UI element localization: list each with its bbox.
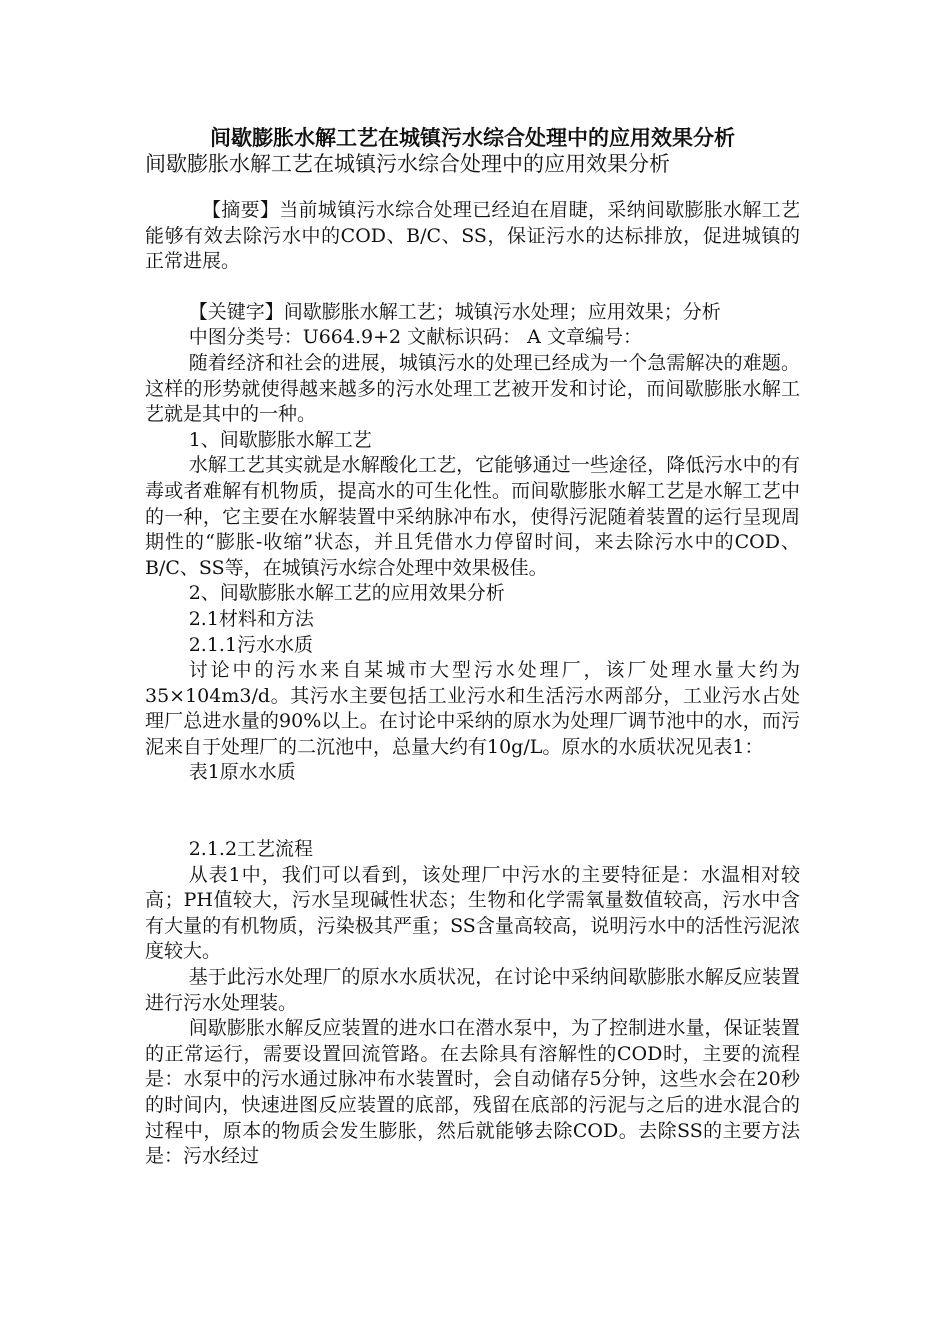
section-2-1-1-paragraph: 讨论中的污水来自某城市大型污水处理厂，该厂处理水量大约为35×104m3/d。其污水主要包括工业污水和生活污水两部分，工业污水占处理厂总进水量的90%以上。在讨论中采纳的原水为处理厂调节池中的水，而污泥来自于处理厂的二沉池中，总量大约有10g/L。原水的水质状况见表1：	[145, 659, 800, 758]
section-2-1-2-heading: 2.1.2工艺流程	[188, 838, 314, 861]
intro-paragraph: 随着经济和社会的进展，城镇污水的处理已经成为一个急需解决的难题。这样的形势就使得越来越多的污水处理工艺被开发和讨论，而间歇膨胀水解工艺就是其中的一种。	[145, 351, 800, 426]
section-2-1-heading: 2.1材料和方法	[188, 607, 314, 630]
classification-line: 中图分类号：U664.9+2 文献标识码： A 文章编号：	[188, 326, 642, 349]
section-2-1-2-paragraph-1: 从表1中，我们可以看到，该处理厂中污水的主要特征是：水温相对较高；PH值较大，污水呈现碱性状态；生物和化学需氧量数值较高，污水中含有大量的有机物质，污染极其严重；SS含量高较高，说明污水中的活性污泥浓度较大。	[145, 863, 800, 963]
section-1-paragraph: 水解工艺其实就是水解酸化工艺，它能够通过一些途径，降低污水中的有毒或者难解有机物质，提高水的可生化性。而间歇膨胀水解工艺是水解工艺中的一种，它主要在水解装置中采纳脉冲布水，使得污泥随着装置的运行呈现周期性的“膨胀-收缩”状态，并且凭借水力停留时间，来去除污水中的COD、B/C、SS等，在城镇污水综合处理中效果极佳。	[145, 454, 800, 579]
section-2-1-2-paragraph-2: 基于此污水处理厂的原水水质状况，在讨论中采纳间歇膨胀水解反应装置进行污水处理装。	[145, 966, 800, 1014]
abstract-paragraph: 【摘要】当前城镇污水综合处理已经迫在眉睫，采纳间歇膨胀水解工艺能够有效去除污水中的COD、B/C、SS，保证污水的达标排放，促进城镇的正常进展。	[145, 199, 800, 273]
section-2-heading: 2、间歇膨胀水解工艺的应用效果分析	[188, 582, 505, 605]
table-caption: 表1原水水质	[188, 761, 296, 784]
section-2-1-2-paragraph-3: 间歇膨胀水解反应装置的进水口在潜水泵中，为了控制进水量，保证装置的正常运行，需要设置回流管路。在去除具有溶解性的COD时，主要的流程是：水泵中的污水通过脉冲布水装置时，会自动储存5分钟，这些水会在20秒的时间内，快速进图反应装置的底部，残留在底部的污泥与之后的进水混合的过程中，原本的物质会发生膨胀，然后就能够去除COD。去除SS的主要方法是：污水经过	[145, 1017, 800, 1168]
document-title: 间歇膨胀水解工艺在城镇污水综合处理中的应用效果分析	[210, 126, 735, 150]
section-1-heading: 1、间歇膨胀水解工艺	[188, 428, 372, 451]
section-2-1-1-heading: 2.1.1污水水质	[188, 633, 314, 656]
document-body	[145, 198, 800, 1170]
keywords-paragraph: 【关键字】间歇膨胀水解工艺；城镇污水处理；应用效果；分析	[188, 300, 721, 323]
table-placeholder	[145, 786, 800, 837]
document-subtitle: 间歇膨胀水解工艺在城镇污水综合处理中的应用效果分析	[145, 152, 670, 176]
